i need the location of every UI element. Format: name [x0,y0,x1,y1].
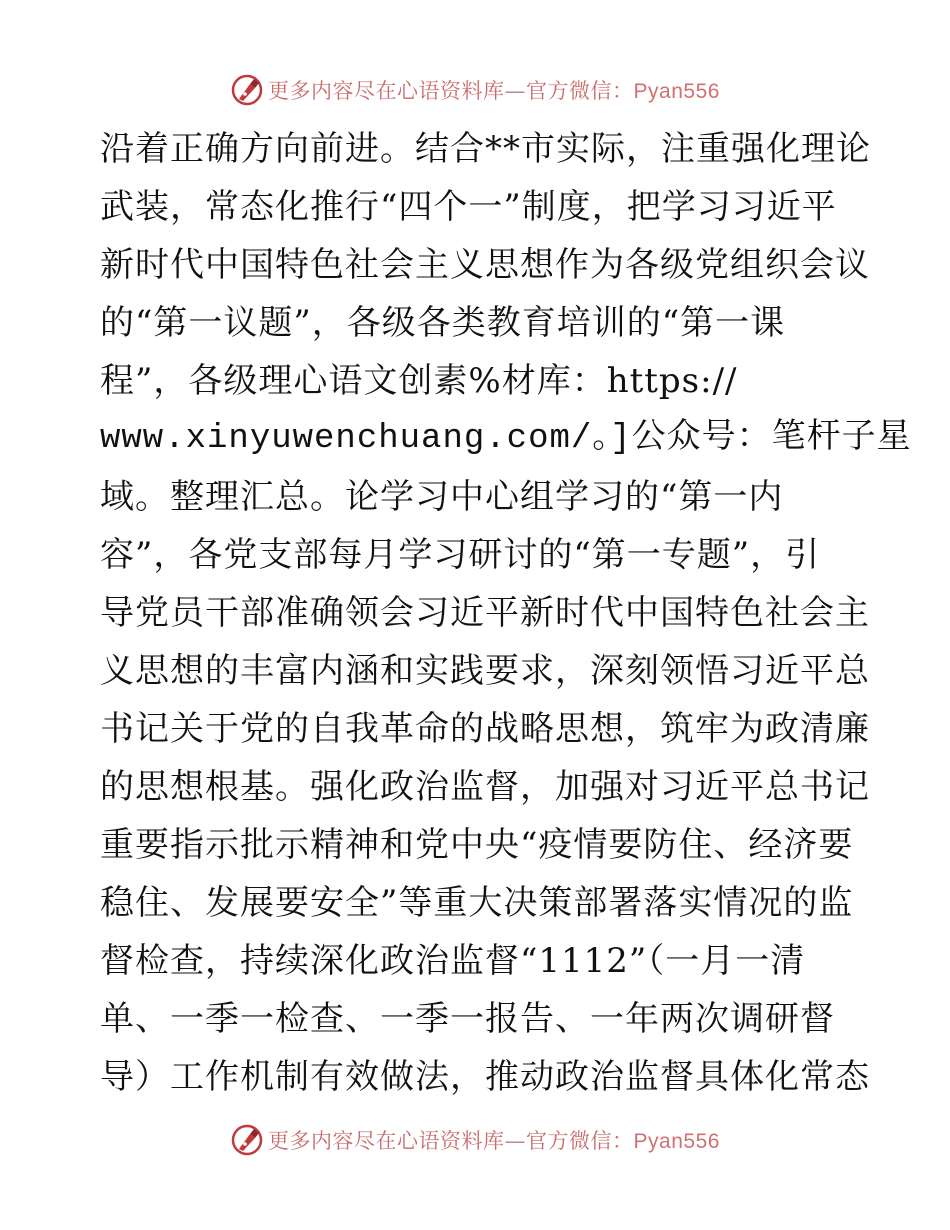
body-line-8: 容”，各党支部每月学习研讨的“第一专题”，引 [100,535,821,575]
banner-official-label: 官方微信： [526,1129,634,1153]
body-line-10: 义思想的丰富内涵和实践要求，深刻领悟习近平总 [100,651,870,691]
body-line-17: 导）工作机制有效做法，推动政治监督具体化常态 [100,1057,870,1097]
banner-main-text: 更多内容尽在心语资料库 [268,1129,505,1153]
body-line-14: 稳住、发展要安全”等重大决策部署落实情况的监 [100,883,854,923]
body-line-4: 的“第一议题”，各级各类教育培训的“第一课 [100,303,786,343]
banner-wechat-id: Pyan556 [633,1130,720,1153]
body-line-13: 重要指示批示精神和党中央“疫情要防住、经济要 [100,825,854,865]
footer-banner [0,1120,950,1160]
banner-official-label: 官方微信： [526,79,634,103]
header-banner [0,70,950,110]
banner-text [268,75,720,105]
body-line-6: www.xinyuwenchuang.com/。]公众号：笔杆子星 [100,420,912,458]
body-line-5: 程”，各级理心语文创素%材库：https:// [100,361,738,401]
body-line-2: 武装，常态化推行“四个一”制度，把学习习近平 [100,187,837,227]
pen-nib-logo-icon [230,73,264,107]
body-line-1: 沿着正确方向前进。结合**市实际，注重强化理论 [100,129,871,169]
body-line-12: 的思想根基。强化政治监督，加强对习近平总书记 [100,767,870,807]
banner-separator: — [504,1129,527,1153]
pen-nib-logo-icon [230,1123,264,1157]
body-line-7: 域。整理汇总。论学习中心组学习的“第一内 [100,477,784,517]
body-line-3: 新时代中国特色社会主义思想作为各级党组织会议 [100,245,870,285]
banner-wechat-id: Pyan556 [633,80,720,103]
document-body [100,120,912,1106]
banner-main-text: 更多内容尽在心语资料库 [268,79,505,103]
body-line-11: 书记关于党的自我革命的战略思想，筑牢为政清廉 [100,709,870,749]
body-line-16: 单、一季一检查、一季一报告、一年两次调研督 [100,999,835,1039]
body-line-9: 导党员干部准确领会习近平新时代中国特色社会主 [100,593,870,633]
body-line-15: 督检查，持续深化政治监督“1112”（一月一清 [100,941,806,981]
banner-text [268,1125,720,1155]
banner-separator: — [504,79,527,103]
